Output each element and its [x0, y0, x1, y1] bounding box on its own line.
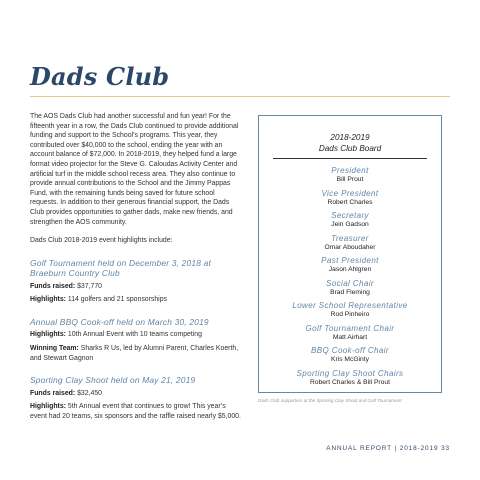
role-name: Robert Charles — [327, 198, 373, 206]
role-name: Jason Ahlgren — [328, 266, 372, 273]
role-title: Sporting Clay Shoot Chairs — [296, 368, 404, 378]
role-title: Social Chair — [326, 278, 374, 288]
event-detail — [30, 389, 242, 399]
board-heading — [259, 132, 441, 154]
highlights-intro: Dads Club 2018-2019 event highlights include: — [30, 237, 173, 245]
role-name: Kris McGinty — [331, 356, 369, 363]
intro-paragraph: The AOS Dads Club had another successful and fun year! For the fifteenth year in a row, the Dads Club continued to provide additional funding and support to the School’s programs. This year, they contributed over $40,000 to the school, ending the year with an account balance of $72,000. In 2018-2019, they helped fund a large format video projector for the Steve G. Caloudas Activity Center and artificial turf in the middle school recess area. They also continue to provide annual contributions to the School and the Jimmy Pappas Fund, with the remaining funds being saved for future school requests. In addition to their generous financial support, the Dads Club provides opportunities to gather dads, make new friends, and strengthen the AOS community. — [30, 113, 239, 226]
board-name: Dads Club Board — [318, 144, 382, 153]
board-role — [259, 189, 441, 208]
event-detail-text: $37,770 — [75, 282, 103, 290]
event-detail-text: Sharks R Us, led by Alumni Parent, Charles Koerth, and Stewart Gagnon — [30, 345, 239, 362]
event-detail-label: Funds raised: — [30, 282, 76, 290]
event-title: Sporting Clay Shoot held on May 21, 2019 — [30, 375, 196, 386]
role-title: Golf Tournament Chair — [305, 323, 395, 333]
role-title: BBQ Cook-off Chair — [311, 346, 389, 355]
role-title: Past President — [321, 256, 379, 265]
board-divider — [273, 158, 427, 159]
role-name: Bill Prout — [336, 176, 364, 183]
board-year: 2018-2019 — [330, 133, 370, 142]
event-detail-text: $32,450 — [75, 389, 103, 397]
event-golf — [30, 258, 242, 305]
board-role — [259, 346, 441, 365]
role-name: Jein Gadson — [331, 221, 369, 228]
event-detail-label: Highlights: — [30, 296, 66, 304]
board-role — [259, 256, 441, 275]
board-role — [259, 324, 441, 343]
board-role — [259, 369, 441, 388]
role-title: President — [331, 166, 369, 175]
board-role — [259, 166, 441, 185]
event-detail — [30, 295, 242, 305]
board-roles — [259, 166, 441, 391]
role-name: Omar Aboudaher — [324, 243, 376, 251]
event-detail-label: Winning Team: — [30, 345, 79, 352]
page-footer: ANNUAL REPORT | 2018-2019 33 — [326, 445, 450, 452]
event-detail-text: 10th Annual Event with 10 teams competing — [65, 331, 202, 339]
event-clay-shoot — [30, 375, 242, 421]
role-title: Vice President — [321, 188, 379, 198]
board-role — [259, 211, 441, 230]
board-box — [258, 115, 442, 393]
event-detail-label: Funds raised: — [30, 389, 76, 397]
role-name: Brad Fleming — [330, 288, 370, 296]
event-detail — [30, 330, 242, 340]
event-detail-label: Highlights: — [30, 403, 66, 411]
board-role — [259, 234, 441, 253]
role-name: Robert Charles & Bill Prout — [310, 378, 390, 386]
event-detail-label: Highlights: — [30, 331, 66, 339]
event-detail-text: 5th Annual event that continues to grow! This year’s event had 20 teams, six sponsors and the raffle raised nearly $5,000. — [30, 403, 241, 420]
board-role — [259, 279, 441, 298]
event-detail — [30, 344, 242, 363]
event-title: Golf Tournament held on December 3, 2018 at Braeburn Country Club — [30, 257, 212, 279]
role-name: Rod Pinheiro — [330, 311, 370, 318]
event-title: Annual BBQ Cook-off held on March 30, 2019 — [30, 316, 209, 327]
role-name: Matt Airhart — [332, 333, 368, 341]
role-title: Lower School Representative — [292, 301, 408, 310]
event-bbq — [30, 317, 242, 363]
photo-caption: Dads Club supporters at the Sporting Clay Shoot and Golf Tournament — [258, 398, 402, 403]
page-title: Dads Club — [30, 62, 170, 91]
role-title: Secretary — [331, 211, 369, 220]
event-detail — [30, 402, 242, 421]
board-role — [259, 301, 441, 320]
event-detail-text: 114 golfers and 21 sponsorships — [65, 296, 167, 304]
title-divider — [30, 96, 450, 97]
article-body — [30, 112, 242, 425]
role-title: Treasurer — [331, 233, 369, 243]
event-detail — [30, 282, 242, 292]
